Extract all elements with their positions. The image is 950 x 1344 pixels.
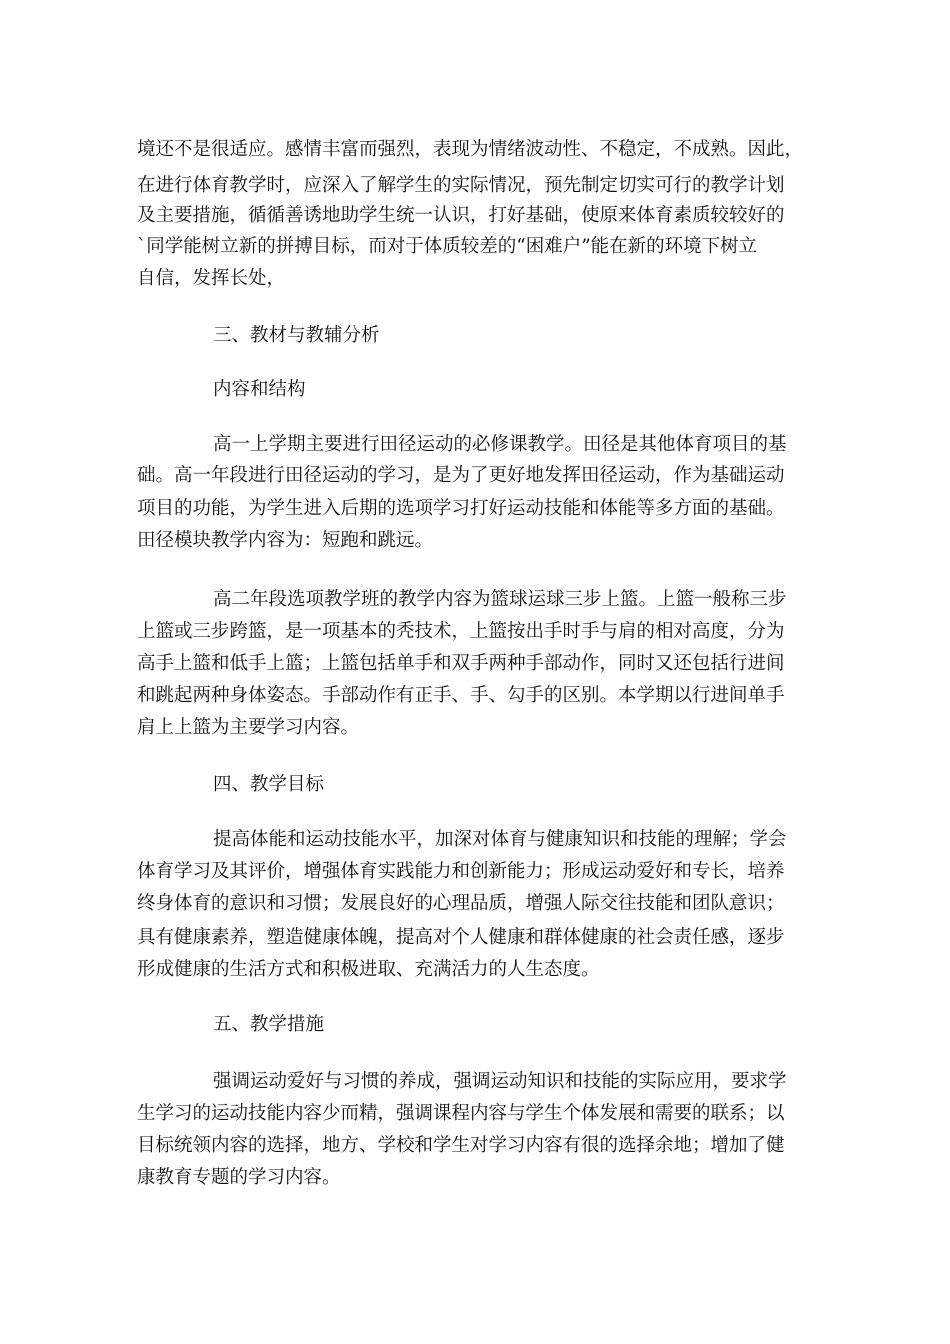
subsection-heading: 内容和结构	[213, 379, 306, 400]
text-line: 项目的功能，为学生进入后期的选项学习打好运动技能和体能等多方面的基础。	[137, 498, 785, 519]
text-line: 在进行体育教学时，应深入了解学生的实际情况，预先制定切实可行的教学计划	[137, 175, 785, 196]
text-line: `同学能树立新的拼搏目标，而对于体质较差的“困难户”能在新的环境下树立	[137, 236, 758, 257]
text-line: 境还不是很适应。感情丰富而强烈，表现为情绪波动性、不稳定，不成熟。因此，	[137, 139, 804, 160]
text-line: 及主要措施，循循善诱地助学生统一认识，打好基础，使原来体育素质较较好的	[137, 205, 785, 226]
text-line: 形成健康的生活方式和积极进取、充满活力的人生态度。	[137, 959, 600, 980]
text-line: 上篮或三步跨篮，是一项基本的秃技术，上篮按出手时手与肩的相对高度，分为	[137, 621, 785, 642]
text-line: 提高体能和运动技能水平，加深对体育与健康知识和技能的理解；学会	[213, 829, 787, 850]
text-line: 高手上篮和低手上篮；上篮包括单手和双手两种手部动作，同时又还包括行进间	[137, 653, 785, 674]
section-heading: 四、教学目标	[213, 774, 325, 795]
text-line: 高二年段选项教学班的教学内容为篮球运球三步上篮。上篮一般称三步	[213, 589, 787, 610]
text-line: 具有健康素养，塑造健康体魄，提高对个人健康和群体健康的社会责任感，逐步	[137, 927, 785, 948]
text-line: 强调运动爱好与习惯的养成，强调运动知识和技能的实际应用，要求学	[213, 1071, 787, 1092]
text-line: 础。高一年段进行田径运动的学习，是为了更好地发挥田径运动，作为基础运动	[137, 465, 785, 486]
section-heading: 五、教学措施	[213, 1014, 325, 1035]
text-line: 目标统领内容的选择，地方、学校和学生对学习内容有很的选择余地；增加了健	[137, 1135, 785, 1156]
text-line: 生学习的运动技能内容少而精，强调课程内容与学生个体发展和需要的联系；以	[137, 1103, 785, 1124]
text-line: 康教育专题的学习内容。	[137, 1167, 341, 1188]
section-heading: 三、教材与教辅分析	[213, 325, 380, 346]
text-line: 终身体育的意识和习惯；发展良好的心理品质，增强人际交往技能和团队意识；	[137, 893, 785, 914]
text-line: 田径模块教学内容为：短跑和跳远。	[137, 530, 434, 551]
text-line: 体育学习及其评价，增强体育实践能力和创新能力；形成运动爱好和专长，培养	[137, 861, 785, 882]
text-line: 和跳起两种身体姿态。手部动作有正手、手、勾手的区别。本学期以行进间单手	[137, 685, 785, 706]
text-line: 高一上学期主要进行田径运动的必修课教学。田径是其他体育项目的基	[213, 434, 787, 455]
text-line: 自信，发挥长处，	[137, 268, 286, 289]
text-line: 肩上上篮为主要学习内容。	[137, 717, 360, 738]
